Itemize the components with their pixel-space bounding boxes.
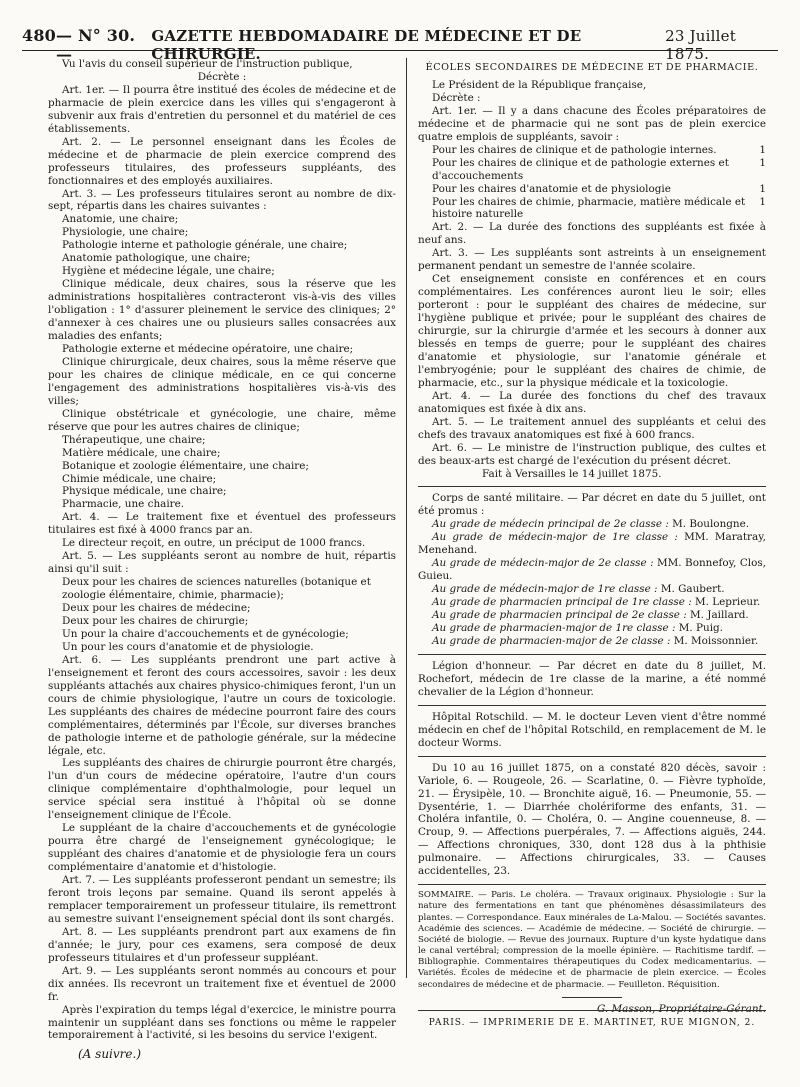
chair-item: Physique médicale, une chaire; xyxy=(62,485,227,498)
hopital-rotschild: Hôpital Rotschild. — M. le docteur Leven vient d'être nommé médecin en chef de l'hôpital Rotschild, en remplacement de M. le docteur Worms. xyxy=(418,710,766,749)
short-rule xyxy=(562,997,622,998)
post-row: Pour les chaires de chimie, pharmacie, matière médicale et histoire naturelle 1 xyxy=(432,195,766,221)
chair-item: Hygiène et médecine légale, une chaire; xyxy=(62,265,275,278)
directeur-text: Le directeur reçoit, en outre, un préciput de 1000 francs. xyxy=(62,537,366,550)
corps-sante-militaire: Corps de santé militaire. — Par décret en date du 5 juillet, ont été promus : xyxy=(418,492,766,518)
chair-item: Pharmacie, une chaire. xyxy=(62,498,185,511)
article-5: Art. 5. — Le traitement annuel des suppléants et celui des chefs des travaux anatomiques est fixé à 600 francs. xyxy=(418,415,766,441)
suppleant-item: Deux pour les chaires de médecine; xyxy=(62,602,251,615)
sommaire: SOMMAIRE. — Paris. Le choléra. — Travaux originaux. Physiologie : Sur la nature des fermentations en tant que phénomènes désassimilateurs des plantes. — Correspondance. Eaux minérales de La-Malou. — Sociétés savantes. Académie des sciences. — Académie de médecine. — Société de chirurgie. — Société de biologie. — Revue des journaux. Rupture d'un kyste hydatique dans le canal vertébral; compression de la moelle épinière. — Rachitisme tardif. — Bibliographie. Commentaires thérapeutiques du Codex medicamentarius. — Variétés. Écoles de médecine et de pharmacie de plein exercice. — Écoles secondaires de médecine et de pharmacie. — Feuilleton. Réquisition. xyxy=(418,890,766,990)
clinique-medicale: Clinique médicale, deux chaires, sous la réserve que les administrations hospitalières contracteront vis-à-vis des villes l'obligation : 1° d'assurer pleinement le service des cliniques; 2° d'annexer à ces chaires une ou plusieurs salles consacrées aux maladies des enfants; xyxy=(48,278,396,343)
promotion-item: Au grade de médecin-major de 1re classe : M. Gaubert. xyxy=(432,583,725,596)
section-rule xyxy=(418,486,766,487)
fait-a-versailles: Fait à Versailles le 14 juillet 1875. xyxy=(482,467,662,480)
intro-text: Vu l'avis du conseil supérieur de l'instruction publique, xyxy=(62,58,353,70)
article-4: Art. 4. — Le traitement fixe et éventuel des professeurs titulaires est fixé à 4000 francs par an. xyxy=(48,511,396,537)
publisher-signature: G. Masson, Propriétaire-Gérant. xyxy=(597,1002,766,1015)
chair-item: Pathologie interne et pathologie générale, une chaire; xyxy=(62,239,348,252)
article-3: Art. 3. — Les professeurs titulaires seront au nombre de dix-sept, répartis dans les chaires suivantes : xyxy=(48,187,396,213)
promotion-item: Au grade de pharmacien principal de 2e classe : M. Jaillard. xyxy=(432,609,749,622)
promotion-item: Au grade de médecin-major de 1re classe : MM. Maratray, Menehand. xyxy=(418,531,766,557)
promotions-list xyxy=(418,518,766,648)
left-column xyxy=(48,58,396,1062)
journal-title: GAZETTE HEBDOMADAIRE DE MÉDECINE ET DE CHIRURGIE. xyxy=(151,27,582,63)
section-rule xyxy=(418,654,766,655)
suppleant-item: Deux pour les chaires de chirurgie; xyxy=(62,614,249,627)
article-6: Art. 6. — Les suppléants prendront une part active à l'enseignement et feront des cours accessoires, savoir : les deux suppléants attachés aux chaires physico-chimiques feront, l'un un cours de chimie physiologique, l'autre un cours de toxicologie. Les suppléants des chaires de médecine pourront faire des cours complémentaires, déterminés par l'École, sur diverses branches de pathologie interne et de pathologie générale, sur la médecine légale, etc. xyxy=(48,653,396,757)
decrete-label: Décrète : xyxy=(432,91,481,104)
footer-rule xyxy=(418,1010,766,1011)
article-9-suite: Après l'expiration du temps légal d'exercice, le ministre pourra maintenir un suppléant dans ses fonctions ou même le rappeler temporairement à l'activité, si les besoins du service l'exigent. xyxy=(48,1003,397,1042)
president-text: Le Président de la République française, xyxy=(432,78,647,91)
promotion-item: Au grade de médecin-major de 2e classe : MM. Bonnefoy, Clos, Guieu. xyxy=(418,557,766,583)
article-4: Art. 4. — La durée des fonctions du chef des travaux anatomiques est fixée à dix ans. xyxy=(418,389,766,415)
suppleant-item: Un pour les cours d'anatomie et de physiologie. xyxy=(62,640,314,653)
article-8: Art. 8. — Les suppléants prendront part aux examens de fin d'année; le jury, pour ces examens, sera composé de deux professeurs titulaires et d'un professeur suppléant. xyxy=(48,925,396,964)
post-row: Pour les chaires d'anatomie et de physiologie 1 xyxy=(432,182,766,195)
article-2: Art. 2. — Le personnel enseignant dans les Écoles de médecine et de pharmacie de plein exercice comprend des professeurs titulaires, des professeurs suppléants, des fonctionnaires et des employés auxiliaires. xyxy=(48,135,396,187)
promotion-item: Au grade de pharmacien-major de 1re classe : M. Puig. xyxy=(432,622,723,635)
promotion-item: Au grade de médecin principal de 2e classe : M. Boulongne. xyxy=(432,518,750,531)
chairs-list-1 xyxy=(48,213,396,278)
pathologie-externe: Pathologie externe et médecine opératoire, une chaire; xyxy=(62,342,354,355)
chair-item: Chimie médicale, une chaire; xyxy=(62,472,217,485)
clinique-chirurgicale: Clinique chirurgicale, deux chaires, sous la même réserve que pour les chaires de clinique médicale, en ce qui concerne l'engagement des administrations hospitalières vis-à-vis des villes; xyxy=(48,355,396,407)
chair-item: Matière médicale, une chaire; xyxy=(62,446,221,459)
article-6-accouchements: Le suppléant de la chaire d'accouchements et de gynécologie pourra être chargé de l'enseignement gynécologique; le suppléant des chaires d'anatomie et de physiologie fera un cours complémentaire d'anatomie et d'histologie. xyxy=(48,822,396,874)
article-2: Art. 2. — La durée des fonctions des suppléants est fixée à neuf ans. xyxy=(418,221,766,247)
post-row: Pour les chaires de clinique et de pathologie internes. 1 xyxy=(432,143,766,156)
post-row: Pour les chaires de clinique et de pathologie externes et d'accouchements 1 xyxy=(432,156,766,182)
article-6-chirurgie: Les suppléants des chaires de chirurgie pourront être chargés, l'un d'un cours de médecine opératoire, l'autre d'un cours clinique complémentaire d'ophthalmologie, pour lequel un service spécial sera institué à l'hôpital où se donne l'enseignement clinique de l'École. xyxy=(48,757,396,822)
legion-honneur: Légion d'honneur. — Par décret en date du 8 juillet, M. Rochefort, médecin de 1re classe de la marine, a été nommé chevalier de la Légion d'honneur. xyxy=(418,659,766,698)
article-1: Art. 1er. — Il pourra être institué des écoles de médecine et de pharmacie de plein exercice dans les villes qui s'engageront à subvenir aux frais d'entretien du personnel et du matériel de ces établissements. xyxy=(48,83,396,135)
issue-number: — N° 30. — xyxy=(56,26,136,64)
a-suivre: (A suivre.) xyxy=(78,1047,141,1062)
right-column xyxy=(418,58,766,1016)
section-heading: ÉCOLES SECONDAIRES DE MÉDECINE ET DE PHARMACIE. xyxy=(425,62,759,73)
header-rule xyxy=(22,50,778,51)
chair-item: Physiologie, une chaire; xyxy=(62,226,189,239)
clinique-obstetricale: Clinique obstétricale et gynécologie, une chaire, même réserve que pour les autres chaires de clinique; xyxy=(48,407,396,433)
chair-item: Thérapeutique, une chaire; xyxy=(62,433,206,446)
posts-list xyxy=(418,144,766,222)
article-9: Art. 9. — Les suppléants seront nommés au concours et pour dix années. Ils recevront un traitement fixe et éventuel de 2000 fr. xyxy=(48,964,396,1003)
article-5: Art. 5. — Les suppléants seront au nombre de huit, répartis ainsi qu'il suit : xyxy=(48,550,396,576)
section-rule xyxy=(418,884,766,885)
suppleant-item: Deux pour les chaires de sciences naturelles (botanique et zoologie élémentaire, chimie, pharmacie); xyxy=(62,576,371,602)
section-rule xyxy=(418,756,766,757)
issue-date: 23 Juillet 1875. xyxy=(665,27,736,63)
page-number: 480 xyxy=(22,26,56,45)
suppleant-item: Un pour la chaire d'accouchements et de gynécologie; xyxy=(62,627,349,640)
section-rule xyxy=(418,705,766,706)
deces-report: Du 10 au 16 juillet 1875, on a constaté 820 décès, savoir : Variole, 6. — Rougeole, 26. — Scarlatine, 0. — Fièvre typhoïde, 21. — Érysipèle, 10. — Bronchite aiguë, 16. — Pneumonie, 55. — Dysentérie, 1. — Diarrhée cholériforme des enfants, 31. — Choléra infantile, 0. — Choléra, 0. — Angine couenneuse, 8. — Croup, 9. — Affections puerpérales, 7. — Affections aiguës, 244. — Affections chroniques, 330, dont 128 dus à la phthisie pulmonaire. — Affections chirurgicales, 33. — Causes accidentelles, 23. xyxy=(418,761,766,878)
article-1: Art. 1er. — Il y a dans chacune des Écoles préparatoires de médecine et de pharmacie qui ne sont pas de plein exercice quatre emplois de suppléants, savoir : xyxy=(418,104,766,143)
chair-item: Botanique et zoologie élémentaire, une chaire; xyxy=(62,459,309,472)
article-3: Art. 3. — Les suppléants sont astreints à un enseignement permanent pendant un semestre de l'année scolaire. xyxy=(418,247,766,273)
article-6: Art. 6. — Le ministre de l'instruction publique, des cultes et des beaux-arts est chargé de l'exécution du présent décret. xyxy=(418,441,766,467)
article-7: Art. 7. — Les suppléants professeront pendant un semestre; ils feront trois leçons par semaine. Quand ils seront appelés à remplacer temporairement un professeur titulaire, ils remettront au semestre suivant l'enseignement spécial dont ils sont chargés. xyxy=(48,874,396,925)
decrete-label: Décrète : xyxy=(197,70,247,83)
chairs-list-2 xyxy=(48,434,396,512)
promotion-item: Au grade de pharmacien principal de 1re classe : M. Leprieur. xyxy=(432,596,761,609)
chair-item: Anatomie pathologique, une chaire; xyxy=(62,252,251,265)
column-divider xyxy=(406,58,407,978)
promotion-item: Au grade de pharmacien-major de 2e classe : M. Moissonnier. xyxy=(432,634,759,647)
printer-footer: PARIS. — IMPRIMERIE DE E. MARTINET, RUE MIGNON, 2. xyxy=(428,1018,756,1028)
suppleants-list xyxy=(48,576,396,654)
article-3-suite: Cet enseignement consiste en conférences et en cours complémentaires. Les conférences auront lieu le soir; elles porteront : pour le suppléant des chaires de médecine, sur l'hygiène publique et privée; pour le suppléant des chaires de chirurgie, sur la chirurgie d'armée et les secours à donner aux blessés en temps de guerre; pour le suppléant des chaires d'anatomie et physiologie, sur l'anatomie générale et l'embryogénie; pour le suppléant des chaires de chimie, de pharmacie, etc., sur la physique médicale et la toxicologie. xyxy=(418,273,766,389)
chair-item: Anatomie, une chaire; xyxy=(62,213,179,226)
